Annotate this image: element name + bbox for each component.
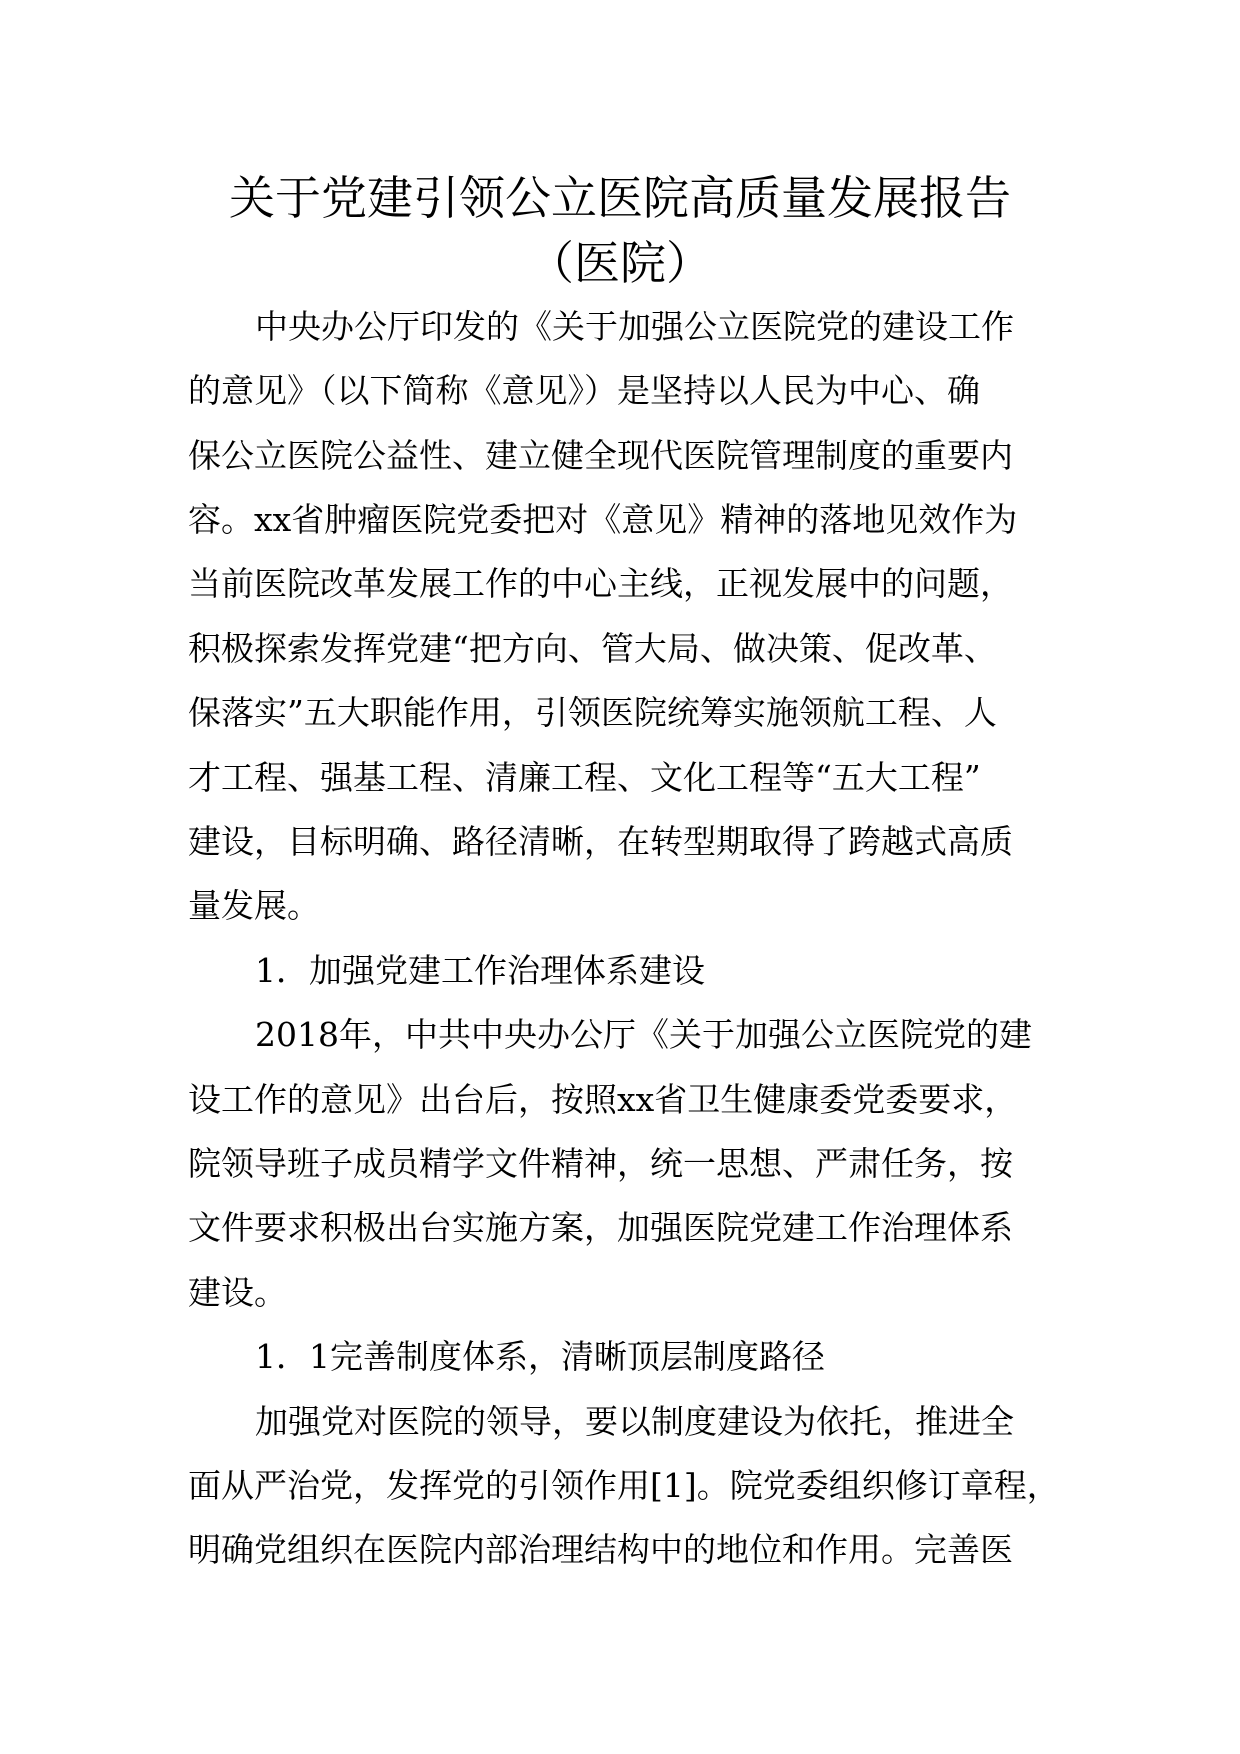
document-subtitle: （医院） [528, 236, 712, 290]
body-line: 面从严治党，发挥党的引领作用[1]。院党委组织修订章程， [188, 1466, 1060, 1505]
body-line: 明确党组织在医院内部治理结构中的地位和作用。完善医 [188, 1530, 1013, 1569]
body-line: 建设，目标明确、路径清晰，在转型期取得了跨越式高质 [188, 822, 1013, 861]
subsection-heading: 1．1完善制度体系，清晰顶层制度路径 [255, 1337, 825, 1376]
body-line: 量发展。 [188, 886, 320, 925]
body-line: 的意见》（以下简称《意见》）是坚持以人民为中心、确 [188, 371, 980, 410]
body-line: 2018年，中共中央办公厅《关于加强公立医院党的建 [255, 1015, 1032, 1054]
section-heading: 1．加强党建工作治理体系建设 [255, 951, 705, 990]
body-line: 院领导班子成员精学文件精神，统一思想、严肃任务，按 [188, 1144, 1013, 1183]
body-line: 积极探索发挥党建“把方向、管大局、做决策、促改革、 [188, 629, 997, 668]
body-line: 保落实”五大职能作用，引领医院统筹实施领航工程、人 [188, 693, 997, 732]
body-line: 容。xx省肿瘤医院党委把对《意见》精神的落地见效作为 [188, 500, 1018, 539]
body-line: 设工作的意见》出台后，按照xx省卫生健康委党委要求， [188, 1080, 1018, 1119]
body-line: 才工程、强基工程、清廉工程、文化工程等“五大工程” [188, 758, 981, 797]
body-line: 当前医院改革发展工作的中心主线，正视发展中的问题， [188, 564, 1013, 603]
body-line: 加强党对医院的领导，要以制度建设为依托，推进全 [255, 1402, 1014, 1441]
document-title: 关于党建引领公立医院高质量发展报告 [229, 171, 1011, 225]
body-line: 保公立医院公益性、建立健全现代医院管理制度的重要内 [188, 436, 1013, 475]
body-line: 中央办公厅印发的《关于加强公立医院党的建设工作 [255, 307, 1014, 346]
body-line: 建设。 [188, 1273, 287, 1312]
body-line: 文件要求积极出台实施方案，加强医院党建工作治理体系 [188, 1208, 1013, 1247]
